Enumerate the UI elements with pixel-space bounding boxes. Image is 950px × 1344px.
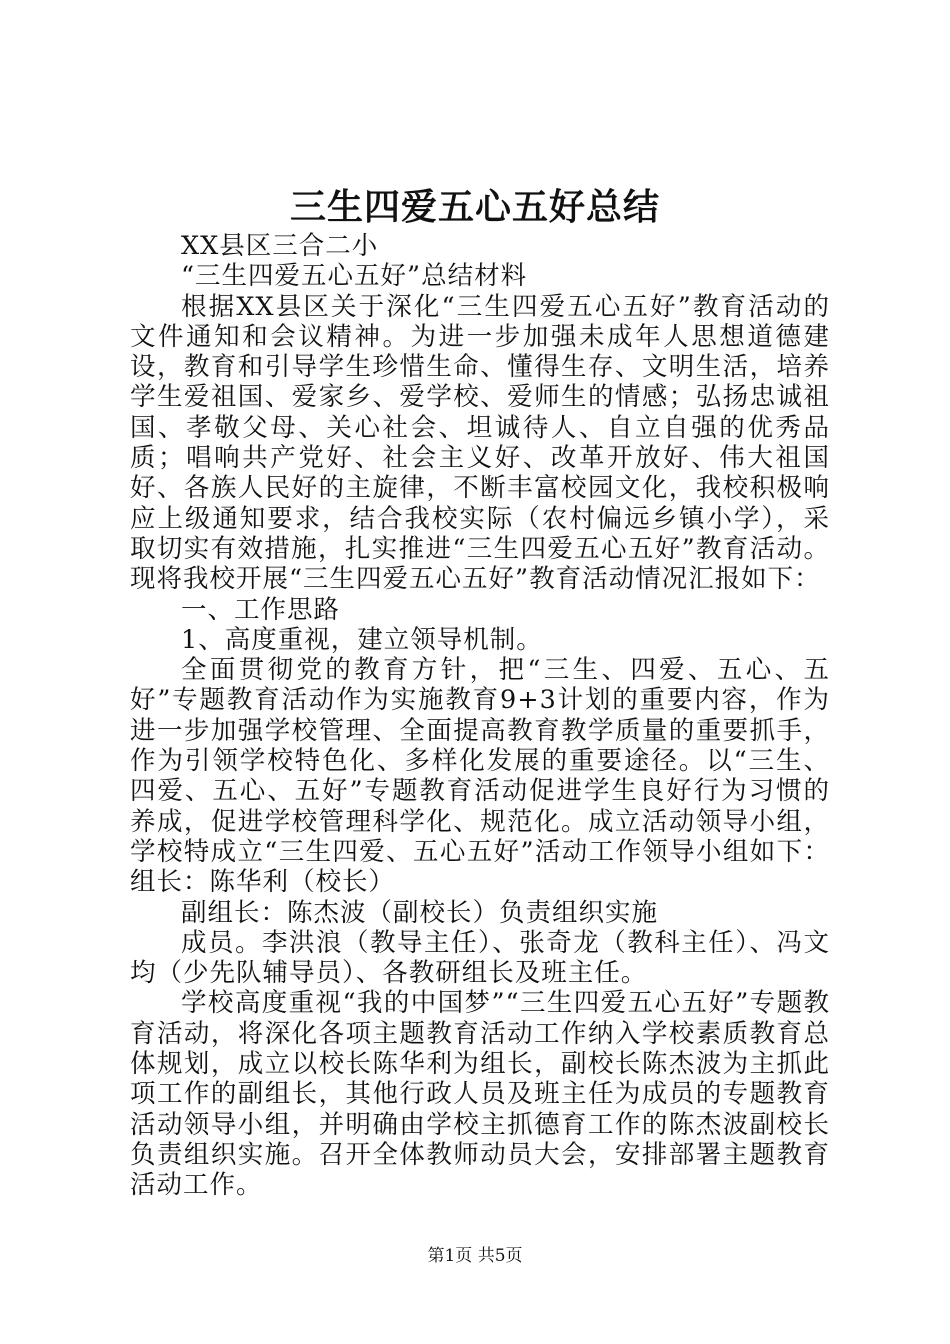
document-title: 三生四爱五心五好总结 [289, 186, 660, 228]
school-name-line: XX县区三合二小 [181, 231, 379, 261]
body-paragraph: 全面贯彻党的教育方针，把“三生、四爱、五心、五好”专题教育活动作为实施教育9+3计划的重要内容，作为进一步加强学校管理、全面提高教育教学质量的重要抓手，作为引领学校特色化、多样化发展的重要途径。以“三生、四爱、五心、五好”专题教育活动促进学生良好行为习惯的养成，促进学校管理科学化、规范化。成立活动领导小组，学校特成立“三生四爱、五心五好”活动工作领导小组如下：组长：陈华利（校长） [130, 655, 830, 898]
body-paragraph: 成员。李洪浪（教导主任）、张奇龙（教科主任）、冯文均（少先队辅导员）、各教研组长及班主任。 [130, 927, 830, 989]
body-paragraph: 学校高度重视“我的中国梦”“三生四爱五心五好”专题教育活动，将深化各项主题教育活动工作纳入学校素质教育总体规划，成立以校长陈华利为组长，副校长陈杰波为主抓此项工作的副组长，其他行政人员及班主任为成员的专题教育活动领导小组，并明确由学校主抓德育工作的陈杰波副校长负责组织实施。召开全体教师动员大会，安排部署主题教育活动工作。 [130, 988, 830, 1201]
subtitle-line: “三生四爱五心五好”总结材料 [181, 261, 528, 292]
document-body [130, 231, 830, 1201]
body-paragraph: 根据XX县区关于深化“三生四爱五心五好”教育活动的文件通知和会议精神。为进一步加强未成年人思想道德建设，教育和引导学生珍惜生命、懂得生存、文明生活，培养学生爱祖国、爱家乡、爱学校、爱师生的情感；弘扬忠诚祖国、孝敬父母、关心社会、坦诚待人、自立自强的优秀品质；唱响共产党好、社会主义好、改革开放好、伟大祖国好、各族人民好的主旋律，不断丰富校园文化，我校积极响应上级通知要求，结合我校实际（农村偏远乡镇小学），采取切实有效措施，扎实推进“三生四爱五心五好”教育活动。现将我校开展“三生四爱五心五好”教育活动情况汇报如下： [130, 291, 830, 595]
page-footer: 第1页 共5页 [427, 1246, 523, 1266]
body-paragraph: 副组长：陈杰波（副校长）负责组织实施 [181, 897, 659, 928]
subsection-heading: 1、高度重视，建立领导机制。 [181, 624, 543, 655]
section-heading: 一、工作思路 [181, 594, 341, 625]
